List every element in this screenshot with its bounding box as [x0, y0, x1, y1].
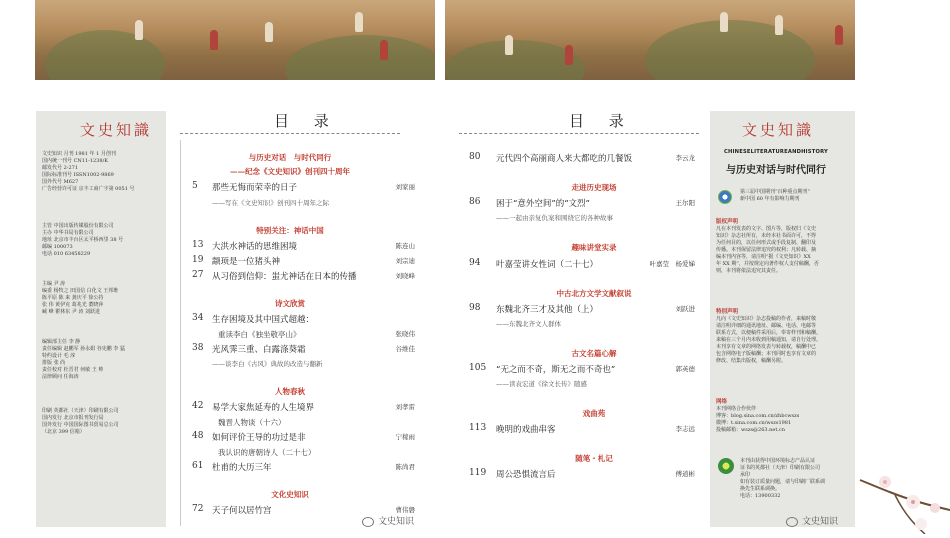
- info-line: 凡在本刊发表的文字、图片等，版权归《文史: [716, 226, 817, 232]
- toc-subtitle: ——一起由亲复仇案和围绕它的各种故事: [496, 214, 613, 222]
- watermark-right-text: 文史知识: [802, 517, 839, 527]
- info-line: 则，本刊将依法追究其责任。: [716, 268, 782, 274]
- right-info-panel: [710, 111, 855, 527]
- info-line: 电话：13900332: [740, 493, 781, 499]
- toc-page-number[interactable]: 119: [469, 468, 487, 478]
- toc-article-title[interactable]: 如何评价王导的功过是非: [212, 433, 306, 443]
- green-cert-icon: [718, 458, 734, 474]
- toc-author: 刘跃进: [675, 305, 695, 313]
- toc-page-number[interactable]: 34: [192, 313, 204, 323]
- info-line: 排版 张 尚: [42, 360, 66, 366]
- toc-section-heading: 特别关注：神话中国: [256, 226, 324, 235]
- info-line: 印刷 英都社（天津）印刷有限公司: [42, 408, 119, 414]
- toc-page-number[interactable]: 19: [192, 255, 204, 265]
- info-line: 张 伟 黄伊克 葛兆光 董晓萍: [42, 302, 104, 308]
- printing-info: [42, 408, 119, 436]
- info-line: 包含网络电子版稿酬；本刊同时也享有文章的: [716, 351, 817, 357]
- info-line: 承印: [740, 472, 751, 478]
- toc-author: 刘孝雷: [395, 403, 415, 411]
- info-line: 邮编 100073: [42, 244, 73, 250]
- info-line: 国内发行 北京市报刊发行局: [42, 415, 104, 421]
- left-info-panel: [36, 111, 166, 527]
- plum-blossom-icon: [855, 420, 950, 534]
- toc-article-title[interactable]: 晚明的戏曲串客: [496, 425, 556, 435]
- toc-article-title[interactable]: 天子何以居竹宫: [212, 506, 272, 516]
- info-line: 请注明详细的通讯地址、邮编、电话、电邮等: [716, 323, 817, 329]
- info-line: 特约设计 毛 淳: [42, 353, 76, 359]
- toc-author: 陈连山: [395, 242, 415, 250]
- toc-subtitle: ——东魏北齐文人群体: [496, 320, 561, 328]
- info-line: 地址 北京市丰台区太平桥西里 38 号: [42, 237, 124, 243]
- toc-article-title[interactable]: 生存困境及其中国式超越：: [212, 315, 315, 325]
- watermark-left-text: 文史知识: [378, 517, 415, 527]
- info-line: 修改、结集出版权，稿酬另附。: [716, 358, 787, 364]
- info-line: 责任编辑 赵鹏军 孙永娟 谷宪鹏 李 猛: [42, 346, 125, 352]
- toc-author: 郭英德: [675, 365, 695, 373]
- award-emblem-icon: [718, 190, 732, 204]
- web-title: 网络: [716, 399, 728, 405]
- info-line: 本刊享有文章的网络发表与转载权，稿酬中已: [716, 344, 817, 350]
- toc-section-heading: 与历史对话 与时代同行: [248, 153, 332, 162]
- publisher-info: [42, 223, 123, 258]
- masthead-logo-right: 文史知識: [742, 121, 815, 139]
- info-line: 国外代号 M627: [42, 179, 79, 185]
- info-line: 国内统一刊号 CN11-1238/K: [42, 158, 108, 164]
- toc-section-heading: 人物春秋: [275, 387, 305, 396]
- toc-author: 曹伟磐: [395, 506, 415, 514]
- toc-article-title[interactable]: 光风霁三重、白露涤葵霜: [212, 345, 306, 355]
- info-line: 本刊网络合作伙伴: [716, 406, 757, 412]
- toc-author: 刘家丽: [395, 183, 415, 191]
- info-line: 投稿邮箱：wszs@263.net.cn: [716, 427, 785, 433]
- toc-section-heading: 戏曲苑: [582, 409, 606, 418]
- toc-subtitle: 魏晋人物谈（十六）: [218, 418, 286, 427]
- special-text: [716, 316, 821, 365]
- toc-subtitle: 我认识的唐朝诗人（二十七）: [218, 448, 316, 457]
- toc-page-number[interactable]: 80: [469, 152, 481, 162]
- watermark-right: [786, 514, 838, 527]
- toc-author: 李云龙: [675, 154, 695, 162]
- toc-page-number[interactable]: 113: [469, 423, 487, 433]
- toc-section-heading: 中古北方文学文献叙说: [556, 289, 632, 298]
- toc-section-heading: 随笔・札记: [575, 454, 613, 463]
- info-line: 主办 中华书局有限公司: [42, 230, 94, 236]
- info-line: 文史知识 月刊 1981 年 1 月创刊: [42, 151, 116, 157]
- info-line: 博客：blog.sina.com.cn/zhbcwszs: [716, 413, 800, 419]
- toc-article-title[interactable]: 那些无悔而荣幸的日子: [212, 183, 298, 193]
- info-line: 主编 尹 涛: [42, 281, 66, 287]
- copyright-text: [716, 226, 819, 275]
- toc-page-number[interactable]: 13: [192, 240, 204, 250]
- toc-subtitle: ——读袁宏道《徐文长传》随感: [496, 380, 587, 388]
- left-toc-divider: [180, 133, 400, 134]
- masthead-slogan: 与历史对话与时代同行: [726, 165, 826, 176]
- publication-info: [42, 151, 135, 193]
- web-text: [716, 406, 799, 434]
- info-line: 证书的英都社（天津）印刷有限公司: [740, 465, 821, 471]
- left-toc-title: 目 录: [274, 112, 339, 130]
- toc-page-number[interactable]: 86: [469, 197, 481, 207]
- info-line: 国外发行 中国国际图书贸易总公司: [42, 422, 119, 428]
- info-line: 编辑部主任 李 静: [42, 339, 81, 345]
- toc-article-title[interactable]: 颛顼是一位猪头神: [212, 257, 281, 267]
- info-line: （北京 399 信箱）: [42, 429, 85, 435]
- info-line: 第三届中国期刊“百种重点期刊”: [740, 189, 811, 195]
- toc-section-heading: 文化史知识: [271, 490, 309, 499]
- toc-section-heading: ——纪念《文史知识》创刊四十周年: [230, 167, 350, 176]
- info-line: 凡向《文史知识》杂志投稿的作者，来稿时敬: [716, 316, 817, 322]
- info-line: 邮发代号 2-271: [42, 165, 79, 171]
- info-line: 责任校对 杜晋君 何敏 王 帅: [42, 367, 104, 373]
- info-line: 传播。本刊保留法律追究的权利；凡转载、摘: [716, 247, 817, 253]
- info-line: 广告经营许可证 京丰工商广字第 0051 号: [42, 186, 135, 192]
- toc-author: 叶嘉莹 杨爱娣: [649, 260, 695, 268]
- info-line: 知识》杂志社所有，未经本社书面许可，不得: [716, 233, 817, 239]
- toc-article-title[interactable]: 从习俗到信仰：蚩尤神话在日本的传播: [212, 272, 357, 282]
- info-line: 法律顾问 任海涛: [42, 374, 79, 380]
- toc-page-number[interactable]: 61: [192, 461, 204, 471]
- info-line: 编委 杨牧之 田国信 白化文 王邦维: [42, 288, 119, 294]
- toc-author: 张晓伟: [395, 330, 415, 338]
- info-line: 微博：t.sina.com.cn/wszs1981: [716, 420, 792, 426]
- right-toc-divider: [459, 133, 699, 134]
- toc-page-number[interactable]: 98: [469, 303, 481, 313]
- info-line: 主管 中国出版传媒股份有限公司: [42, 223, 114, 229]
- special-title: 特别声明: [716, 309, 739, 315]
- right-banner-painting: [445, 0, 855, 80]
- toc-article-title[interactable]: 困于“意外空间”的“文烈”: [496, 199, 590, 209]
- left-toc-rule: [180, 140, 181, 526]
- toc-page-number[interactable]: 48: [192, 431, 204, 441]
- info-line: 来稿在三个月内未收到用稿通知，请自行处理。: [716, 337, 822, 343]
- info-line: 国际标准刊号 ISSN1002-9869: [42, 172, 114, 178]
- toc-author: 李志远: [675, 425, 695, 433]
- right-toc-title: 目 录: [569, 112, 634, 130]
- toc-page-number[interactable]: 5: [192, 181, 198, 191]
- toc-article-title[interactable]: 东魏北齐三才及其他（上）: [496, 305, 599, 315]
- toc-article-title[interactable]: 杜甫的大历三年: [212, 463, 272, 473]
- toc-page-number[interactable]: 38: [192, 343, 204, 353]
- copyright-title: 版权声明: [716, 219, 739, 225]
- info-line: 本刊由获得中国环境标志产品认证: [740, 458, 816, 464]
- toc-article-title[interactable]: 元代四个高丽商人来大都吃的几餐饭: [496, 154, 633, 164]
- info-line: 新中国 60 年有影响力期刊: [740, 196, 800, 202]
- watermark-left: [362, 514, 414, 527]
- award-lines: [740, 189, 810, 203]
- toc-author: 谷维佳: [395, 345, 415, 353]
- toc-author: 刘晓峰: [395, 272, 415, 280]
- toc-section-heading: 走进历史现场: [571, 183, 617, 192]
- plum-blossom-decoration: [855, 420, 950, 534]
- toc-page-number[interactable]: 27: [192, 270, 204, 280]
- left-banner-painting: [35, 0, 435, 80]
- toc-author: 陈尚君: [395, 463, 415, 471]
- toc-section-heading: 趣味讲堂实录: [571, 243, 617, 252]
- cert-text: [740, 458, 825, 500]
- info-line: 年 XX 期”，并按规定向著作权人支付稿酬，否: [716, 261, 819, 267]
- toc-section-heading: 诗文欣赏: [275, 299, 305, 308]
- toc-author: 傅道彬: [675, 470, 695, 478]
- info-line: 联系方式，以便稿件采用后，奉寄样刊和稿酬。: [716, 330, 822, 336]
- toc-subtitle: 重读李白《独坐敬亭山》: [218, 330, 301, 339]
- toc-page-number[interactable]: 105: [469, 363, 487, 373]
- editorial-board: [42, 281, 118, 316]
- editorial-staff: [42, 339, 125, 381]
- info-line: 电话 010 63458229: [42, 251, 91, 257]
- masthead-logo: 文史知識: [80, 121, 153, 139]
- toc-article-title[interactable]: “无之而不奇，斯无之而不奇也”: [496, 365, 616, 375]
- info-line: 编本刊内容等，请注明“据《文史知识》XX: [716, 254, 811, 260]
- toc-article-title[interactable]: 易学大家焦延寿的人生境界: [212, 403, 315, 413]
- info-line: 换先生联系调换。: [740, 486, 781, 492]
- info-line: 为任何目的，以任何形式或手段复制、翻印及: [716, 240, 817, 246]
- toc-subtitle: ——谈李白《古风》典故的改造与翻新: [212, 360, 323, 368]
- masthead-english: CHINESELITERATUREANDHISTORY: [724, 149, 828, 155]
- wechat-icon: [362, 517, 374, 527]
- wechat-icon: [786, 517, 798, 527]
- toc-section-heading: 古文名篇心解: [571, 349, 617, 358]
- toc-page-number[interactable]: 94: [469, 258, 481, 268]
- toc-author: 刘宗迪: [395, 257, 415, 265]
- toc-page-number[interactable]: 72: [192, 504, 204, 514]
- toc-article-title[interactable]: 周公恐惧流言后: [496, 470, 556, 480]
- toc-article-title[interactable]: 大洪水神话的思维困境: [212, 242, 298, 252]
- toc-page-number[interactable]: 42: [192, 401, 204, 411]
- toc-article-title[interactable]: 叶嘉莹讲女性词（二十七）: [496, 260, 599, 270]
- info-line: 陈平原 陈 来 龚庆平 徐公持: [42, 295, 104, 301]
- toc-author: 宁稼雨: [395, 433, 415, 441]
- toc-author: 王尔阳: [675, 199, 695, 207]
- info-line: 如有装订质量问题，请与印刷厂联系调: [740, 479, 826, 485]
- toc-subtitle: ——写在《文史知识》创刊四十周年之际: [212, 199, 329, 207]
- info-line: 臧 峰 瞿林东 尹 涛 刘跃进: [42, 309, 100, 315]
